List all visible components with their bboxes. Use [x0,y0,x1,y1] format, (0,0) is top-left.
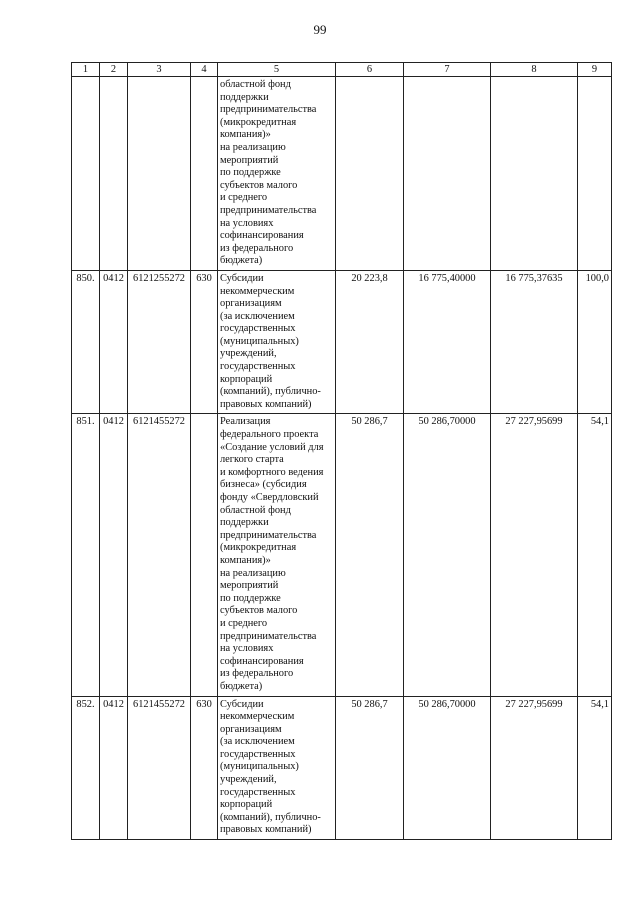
table-header-row [72,63,612,77]
value-cell-9: 54,1 [578,696,612,840]
row-number-cell: 850. [72,270,100,414]
description-cell: областной фонд поддержки предпринимательства (микрокредитная компания)» на реализацию мероприятий по поддержке субъектов малого и среднего предпринимательства на условиях софинансирования из федерального бюджета) [218,77,336,271]
row-number-cell [72,77,100,271]
target-code-cell: 6121455272 [128,696,191,840]
column-header: 5 [218,63,336,77]
value-cell-6: 50 286,7 [336,414,404,696]
column-header: 3 [128,63,191,77]
value-cell-8: 27 227,95699 [491,414,578,696]
column-header: 1 [72,63,100,77]
value-cell-7: 50 286,70000 [404,696,491,840]
value-cell-9 [578,77,612,271]
row-number-cell: 852. [72,696,100,840]
column-header: 2 [100,63,128,77]
table-row [72,696,612,840]
value-cell-6: 50 286,7 [336,696,404,840]
description-cell: Реализация федерального проекта «Создание условий для легкого старта и комфортного ведения бизнеса» (субсидия фонду «Свердловский областной фонд поддержки предпринимательства (микрокредитная компания)» на реализацию мероприятий по поддержке субъектов малого и среднего предпринимательства на условиях софинансирования из федерального бюджета) [218,414,336,696]
column-header: 4 [191,63,218,77]
value-cell-7: 16 775,40000 [404,270,491,414]
description-cell: Субсидии некоммерческим организациям (за исключением государственных (муниципальных) учреждений, государственных корпораций (компаний), публично- правовых компаний) [218,270,336,414]
expense-type-cell: 630 [191,270,218,414]
value-cell-8 [491,77,578,271]
expense-type-cell [191,77,218,271]
page-number: 99 [313,22,327,37]
expense-type-cell [191,414,218,696]
value-cell-7: 50 286,70000 [404,414,491,696]
value-cell-6 [336,77,404,271]
value-cell-8: 27 227,95699 [491,696,578,840]
column-header: 9 [578,63,612,77]
value-cell-6: 20 223,8 [336,270,404,414]
section-code-cell: 0412 [100,696,128,840]
target-code-cell: 6121455272 [128,414,191,696]
row-number-cell: 851. [72,414,100,696]
column-header: 7 [404,63,491,77]
budget-table [71,62,612,840]
value-cell-9: 100,0 [578,270,612,414]
table-row [72,270,612,414]
section-code-cell [100,77,128,271]
section-code-cell: 0412 [100,414,128,696]
value-cell-9: 54,1 [578,414,612,696]
column-header: 6 [336,63,404,77]
table-row [72,414,612,696]
target-code-cell [128,77,191,271]
section-code-cell: 0412 [100,270,128,414]
expense-type-cell: 630 [191,696,218,840]
description-cell: Субсидии некоммерческим организациям (за исключением государственных (муниципальных) учреждений, государственных корпораций (компаний), публично- правовых компаний) [218,696,336,840]
value-cell-8: 16 775,37635 [491,270,578,414]
table-row [72,77,612,271]
target-code-cell: 6121255272 [128,270,191,414]
value-cell-7 [404,77,491,271]
column-header: 8 [491,63,578,77]
